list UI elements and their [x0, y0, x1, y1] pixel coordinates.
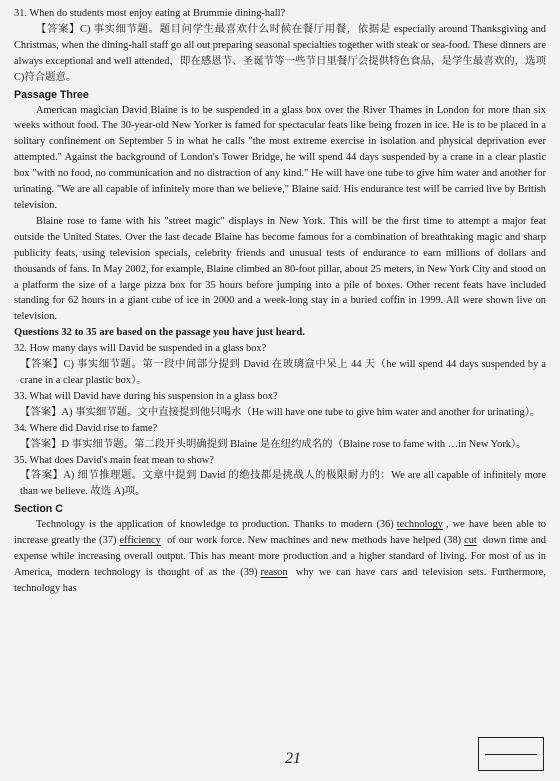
- section-c-paragraph: [14, 517, 546, 597]
- blank-38-answer: cut: [464, 535, 477, 547]
- answer-35: 【答案】A) 细节推理题。文章中提到 David 的绝技都是挑战人的极限耐力的：We are all capable of infinitely more than we believe. 故选 A)项。: [20, 470, 546, 498]
- passage-three-paragraph-1: American magician David Blaine is to be suspended in a glass box over the River Thames in London for more than six weeks without food. The 30-year-old New Yorker is famed for spectacular feats like being frozen in ice. He is to be placed in a solitary confinement on September 5 in what he calls "the most extreme exercise in isolation and physical deprivation ever attempted." Against the background of London's Tower Bridge, he will spend 44 days suspended by a crane in a clear plastic box "with no food, no communication and no distraction of any kind." He will have one tube to give him water and another for urinating. "We are all capable of infinitely more than we believe," Blaine said. His endurance test will be carried live by British television.: [14, 104, 546, 211]
- score-box-divider: [485, 754, 537, 755]
- passage-three-paragraph-2: Blaine rose to fame with his "street magic" displays in New York. This will be the first time to attempt a major feat outside the United States. Over the last decade Blaine has become famous for a combination of breathtaking magic and sharp publicity feats, using television specials, celebrity friends and unusual tests of endurance to earn millions of dollars and thousands of fans. In May 2002, for example, Blaine climbed an 80-foot pillar, about 25 meters, in New York City and stood on a platform the size of a large pizza box for 35 hours before jumping into a pile of boxes. Other recent feats have included standing for 62 hours in a giant cube of ice in 2000 and a week-long stay in a buried coffin in 1999. All were shown live on television.: [14, 215, 546, 323]
- section-c-text-5: why we can have cars and television sets. Furthermore, technology has: [14, 567, 546, 594]
- section-c-text-2: , we have been able to increase greatly the (37): [14, 519, 546, 547]
- score-box: [478, 737, 544, 771]
- page-content: [14, 6, 546, 597]
- question-32: 32. How many days will David be suspended in a glass box?: [14, 343, 267, 355]
- question-35: 35. What does David's main feat mean to show?: [14, 454, 214, 466]
- passage-three-heading: Passage Three: [14, 88, 89, 101]
- answer-32: 【答案】C) 事实细节题。第一段中间部分提到 David 在玻璃盒中呆上 44 天（he will spend 44 days suspended by a crane in a clear plastic box）。: [20, 359, 546, 387]
- blank-37-answer: efficiency: [119, 535, 161, 547]
- blank-39-answer: reason: [260, 567, 288, 578]
- section-c-heading: Section C: [14, 503, 63, 516]
- section-c-text-1: Technology is the application of knowledge to production. Thanks to modern (36): [36, 519, 394, 531]
- question-34: 34. Where did David rise to fame?: [14, 422, 158, 434]
- section-c-text-4: down time and expense while increasing overall output. This has meant more production and a higher standard of living. For most of us in America, modern technology is thought of as the (39): [14, 535, 546, 578]
- answer-33: 【答案】A) 事实细节题。文中直接提到他只喝水（He will have one tube to give him water and another for urinating）。: [20, 406, 541, 418]
- answer-31: 【答案】C) 事实细节题。题目问学生最喜欢什么时候在餐厅用餐，依据是 especially around Thanksgiving and Christmas, when the dining-hall staff go all out preparing seasonal specialties together with steak or sea-food. These dinners are always exceptional and well attended，即在感恩节、圣诞节等一些节日里餐厅会提供特色食品，是学生最喜欢的，选项 C)符合题意。: [14, 23, 546, 83]
- questions-32-35-heading: Questions 32 to 35 are based on the passage you have just heard.: [14, 327, 305, 339]
- section-c-text-3: of our work force. New machines and new methods have helped (38): [163, 535, 462, 547]
- question-33: 33. What will David have during his suspension in a glass box?: [14, 390, 278, 402]
- blank-36-answer: technology: [396, 519, 443, 531]
- question-31: 31. When do students most enjoy eating at Brummie dining-hall?: [14, 8, 286, 19]
- answer-34: 【答案】D 事实细节题。第二段开头明确提到 Blaine 是在纽约成名的（Blaine rose to fame with …in New York）。: [20, 438, 527, 450]
- page-number: 21: [285, 750, 301, 767]
